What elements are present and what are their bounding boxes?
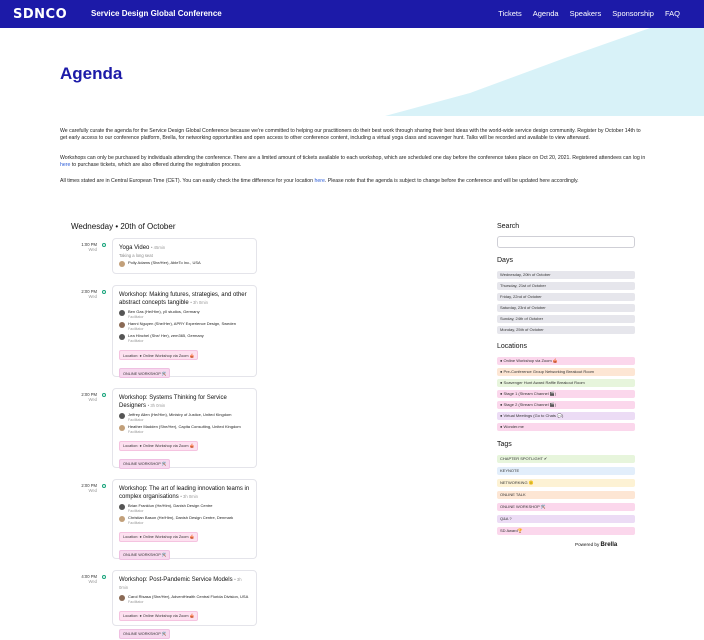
intro-paragraph-2: Workshops can only be purchased by individuals attending the conference. There are a limited amount of tickets available to each workshop, which are scheduled one day before the conference takes place on Oct 20, 2021. Registered attendees can log in here to purchase tickets, which are also offered during the registration process. — [60, 155, 646, 169]
avatar — [119, 310, 125, 316]
timeline-dot — [102, 393, 106, 397]
speaker[interactable]: Polly Adams (She/Her), AbleTo Inc., USA — [119, 261, 250, 267]
session-title: Workshop: Post-Pandemic Service Models — [119, 577, 233, 583]
search-heading: Search — [497, 223, 520, 230]
conference-brand[interactable]: Service Design Global Conference — [91, 9, 222, 18]
tag-filter[interactable]: ONLINE TALK — [497, 491, 635, 499]
session-time: 2:00 PM Wed — [81, 392, 97, 402]
session-time: 2:00 PM Wed — [81, 289, 97, 299]
tags-heading: Tags — [497, 441, 512, 448]
day-filter[interactable]: Sunday, 24th of October — [497, 315, 635, 323]
timeline-dot — [102, 243, 106, 247]
avatar — [119, 504, 125, 510]
avatar — [119, 595, 125, 601]
speaker[interactable]: Brian Franklun (He/Him), Danish Design Centre Facilitator — [119, 504, 250, 513]
tag-chip[interactable]: ONLINE WORKSHOP 🛠️ — [119, 629, 170, 639]
session-time: 1:00 PM Wed — [81, 242, 97, 252]
timezone-link[interactable]: here — [314, 178, 325, 184]
days-heading: Days — [497, 257, 513, 264]
location-filter[interactable]: ● Online Workshop via Zoom 🎪 — [497, 357, 635, 365]
location-chip[interactable]: Location: ● Online Workshop via Zoom 🎪 — [119, 441, 198, 451]
tag-filter[interactable]: KEYNOTE — [497, 467, 635, 475]
session-time: 2:00 PM Wed — [81, 483, 97, 493]
day-filter[interactable]: Wednesday, 20th of October — [497, 271, 635, 279]
tag-filter[interactable]: SD Award🏆 — [497, 527, 635, 535]
session-title: Workshop: The art of leading innovation teams in complex organisations — [119, 486, 250, 500]
avatar — [119, 516, 125, 522]
location-filter[interactable]: ● Pre-Conference Group Networking Breakout Room — [497, 368, 635, 376]
speaker[interactable]: Ben Gas (He/Him), y0 studios, Germany Facilitator — [119, 310, 250, 319]
search-input[interactable] — [497, 236, 635, 248]
session-card[interactable]: Workshop: Systems Thinking for Service Designers • 3h 0min Jeffrey Allen (He/Him), Ministry of Justice, United Kingdom Facilitator Heather Madden (She/Her), Capita Consulting, United Kingdom Facilitator Location: ● Online Workshop via Zoom 🎪 ONLINE WORKSHOP 🛠️ — [112, 388, 257, 468]
location-filter[interactable]: ● Stage 1 (Stream Channel 🎬) — [497, 390, 635, 398]
location-chip[interactable]: Location: ● Online Workshop via Zoom 🎪 — [119, 532, 198, 542]
timeline-dot — [102, 484, 106, 488]
avatar — [119, 261, 125, 267]
avatar — [119, 425, 125, 431]
avatar — [119, 322, 125, 328]
avatar — [119, 413, 125, 419]
nav-item-speakers[interactable]: Speakers — [569, 9, 602, 18]
speaker[interactable]: Christian Bason (He/Him), Danish Design Centre, Denmark Facilitator — [119, 516, 250, 525]
tag-filter[interactable]: Q&A ? — [497, 515, 635, 523]
session-card[interactable]: Workshop: Making futures, strategies, and other abstract concepts tangible • 3h 0min Ben Gas (He/Him), y0 studios, Germany Facilitator Hanni Nguyen (She/Her), APRY Experience Design, Sweden Facilitator Lea Hinchel (She/ Her), zem365, Germany Facilitator Location: ● Online Workshop via Zoom 🎪 ONLINE WORKSHOP 🛠️ — [112, 285, 257, 377]
nav-menu — [498, 9, 680, 18]
sdn-logo[interactable]: SDNCO — [13, 7, 68, 22]
powered-by[interactable]: Powered by Brella — [575, 542, 618, 548]
tag-chip[interactable]: ONLINE WORKSHOP 🛠️ — [119, 550, 170, 560]
tag-chip[interactable]: ONLINE WORKSHOP 🛠️ — [119, 459, 170, 469]
tag-filter[interactable]: CHAPTER SPOTLIGHT ✔ — [497, 455, 635, 463]
day-filter[interactable]: Thursday, 21st of October — [497, 282, 635, 290]
tag-filter[interactable]: ONLINE WORKSHOP 🛠️ — [497, 503, 635, 511]
timeline-dot — [102, 575, 106, 579]
tag-filter[interactable]: NETWORKING 🙂 — [497, 479, 635, 487]
brella-logo: Brella — [600, 542, 618, 548]
tag-chip[interactable]: ONLINE WORKSHOP 🛠️ — [119, 368, 170, 378]
intro-paragraph-1: We carefully curate the agenda for the Service Design Global Conference because we're committed to helping our practitioners do their best work through sharing their best ideas with the world-wide service design community. Register by October 14th to get early access to our conference platform, Brella, for networking opportunities and open access to other conference content, including a virtual yoga class and scavenger hunt. Talks will be recorded and available to view afterward. — [60, 128, 641, 142]
nav-item-faq[interactable]: FAQ — [664, 9, 680, 18]
day-filter[interactable]: Saturday, 23rd of October — [497, 304, 635, 312]
session-card[interactable]: Workshop: Post-Pandemic Service Models • 3h 0min Carol Risasa (She/Her), AdventHealth Central Florida Division, USA Facilitator Location: ● Online Workshop via Zoom 🎪 ONLINE WORKSHOP 🛠️ — [112, 570, 257, 626]
speaker[interactable]: Lea Hinchel (She/ Her), zem365, Germany Facilitator — [119, 334, 250, 343]
location-filter[interactable]: ● Wonder.me — [497, 423, 635, 431]
nav-item-tickets[interactable]: Tickets — [498, 9, 522, 18]
location-filter[interactable]: ● Scavenger Hunt Award Raffle Breakout Room — [497, 379, 635, 387]
session-subtitle: Taking a long seat — [119, 253, 153, 258]
session-card[interactable]: Yoga Video • 45min Taking a long seat Polly Adams (She/Her), AbleTo Inc., USA — [112, 238, 257, 274]
page-title: Agenda — [60, 64, 123, 83]
day-heading: Wednesday • 20th of October — [71, 222, 176, 231]
location-filter[interactable]: ● Stage 2 (Stream Channel 🎬) — [497, 401, 635, 409]
speaker[interactable]: Hanni Nguyen (She/Her), APRY Experience Design, Sweden Facilitator — [119, 322, 250, 331]
hero-banner — [0, 28, 704, 116]
location-filter[interactable]: ● Virtual Meetings (Go to Chats 💬) — [497, 412, 635, 420]
day-filter[interactable]: Monday, 25th of October — [497, 326, 635, 334]
top-nav — [0, 0, 704, 28]
speaker[interactable]: Heather Madden (She/Her), Capita Consulting, United Kingdom Facilitator — [119, 425, 250, 434]
intro-paragraph-3: All times stated are in Central European Time (CET). You can easily check the time difference for your location here. Please note that the agenda is subject to change before the conference and will be updated here accordingly. — [60, 178, 579, 184]
timeline-dot — [102, 290, 106, 294]
session-title: Workshop: Making futures, strategies, and other abstract concepts tangible — [119, 292, 247, 306]
nav-item-sponsorship[interactable]: Sponsorship — [612, 9, 654, 18]
speaker[interactable]: Carol Risasa (She/Her), AdventHealth Central Florida Division, USA Facilitator — [119, 595, 250, 604]
location-chip[interactable]: Location: ● Online Workshop via Zoom 🎪 — [119, 611, 198, 621]
avatar — [119, 334, 125, 340]
session-title: Workshop: Systems Thinking for Service Designers — [119, 395, 227, 409]
session-title: Yoga Video — [119, 245, 150, 251]
session-time: 4:00 PM Wed — [81, 574, 97, 584]
speaker[interactable]: Jeffrey Allen (He/Him), Ministry of Justice, United Kingdom Facilitator — [119, 413, 250, 422]
day-filter[interactable]: Friday, 22nd of October — [497, 293, 635, 301]
location-chip[interactable]: Location: ● Online Workshop via Zoom 🎪 — [119, 350, 198, 360]
locations-heading: Locations — [497, 343, 527, 350]
login-link[interactable]: here — [60, 162, 71, 169]
session-card[interactable]: Workshop: The art of leading innovation teams in complex organisations • 3h 0min Brian Franklun (He/Him), Danish Design Centre Facilitator Christian Bason (He/Him), Danish Design Centre, Denmark Facilitator Location: ● Online Workshop via Zoom 🎪 ONLINE WORKSHOP 🛠️ — [112, 479, 257, 559]
nav-item-agenda[interactable]: Agenda — [532, 9, 559, 18]
